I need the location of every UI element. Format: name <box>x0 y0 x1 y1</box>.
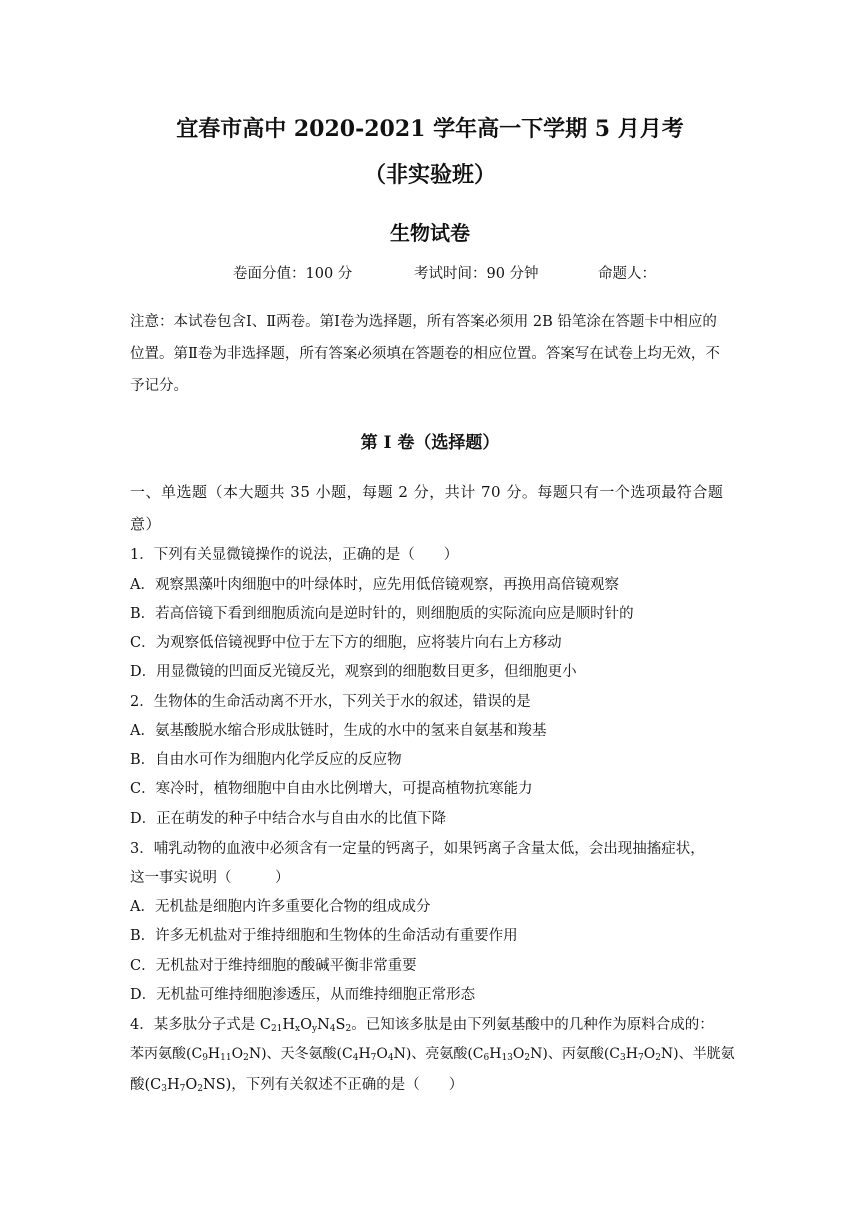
question-1-option-c: C．为观察低倍镜视野中位于左下方的细胞，应将装片向右上方移动 <box>130 635 562 651</box>
question-2-option-b: B．自由水可作为细胞内化学反应的反应物 <box>130 752 402 768</box>
question-1-option-b: B．若高倍镜下看到细胞质流向是逆时针的，则细胞质的实际流向应是顺时针的 <box>130 606 634 622</box>
subject-title: 生物试卷 <box>390 221 470 245</box>
question-4-stem-line1: 4．某多肽分子式是 $C_{21}H_xO_yN_4S_2$。已知该多肽是由下列氨基酸中的几种作为原料合成的： <box>130 1017 714 1034</box>
section-title: 第 I 卷（选择题） <box>360 433 500 453</box>
time-info: 考试时间：90 分钟 <box>414 266 539 282</box>
question-2-option-a: A．氨基酸脱水缩合形成肽链时，生成的水中的氢来自氨基和羧基 <box>130 723 547 739</box>
question-3-option-a: A．无机盐是细胞内许多重要化合物的组成成分 <box>130 899 431 915</box>
question-1-option-d: D．用显微镜的凹面反光镜反光，观察到的细胞数目更多，但细胞更小 <box>130 664 577 680</box>
exam-class-type: （非实验班） <box>363 162 496 188</box>
notice-paragraph: 注意：本试卷包含Ⅰ、Ⅱ两卷。第Ⅰ卷为选择题，所有答案必须用 2B 铅笔涂在答题卡中相应的位置。第Ⅱ卷为非选择题，所有答案必须填在答题卷的相应位置。答案写在试卷上均无效，不予记分。 <box>130 314 720 394</box>
question-3-option-b: B．许多无机盐对于维持细胞和生物体的生命活动有重要作用 <box>130 928 518 944</box>
question-2-stem: 2．生物体的生命活动离不开水，下列关于水的叙述，错误的是 <box>130 694 531 710</box>
section-instructions: 一、单选题（本大题共 35 小题，每题 2 分，共计 70 分。每题只有一个选项最符合题意） <box>130 483 724 533</box>
question-3-option-c: C．无机盐对于维持细胞的酸碱平衡非常重要 <box>130 958 417 974</box>
author-info: 命题人： <box>598 266 656 282</box>
question-4-stem-line3: 酸$(C_3H_7O_2NS)$，下列有关叙述不正确的是（ ） <box>130 1077 464 1094</box>
score-info: 卷面分值：100 分 <box>233 266 353 282</box>
exam-title: 宜春市高中 2020-2021 学年高一下学期 5 月月考 <box>176 116 684 142</box>
question-2-option-c: C．寒冷时，植物细胞中自由水比例增大，可提高植物抗寒能力 <box>130 781 533 797</box>
question-3-option-d: D．无机盐可维持细胞渗透压，从而维持细胞正常形态 <box>130 987 476 1003</box>
question-1-stem: 1．下列有关显微镜操作的说法，正确的是（ ） <box>130 547 459 563</box>
question-2-option-d: D．正在萌发的种子中结合水与自由水的比值下降 <box>130 811 447 827</box>
question-1-option-a: A．观察黑藻叶肉细胞中的叶绿体时，应先用低倍镜观察，再换用高倍镜观察 <box>130 577 619 593</box>
question-3-stem-line2: 这一事实说明（ ） <box>130 870 290 886</box>
question-4-stem-line2: 苯丙氨酸$(C_9H_{11}O_2N)$、天冬氨酸$(C_4H_7O_4N)$、亮氨酸$(C_6H_{13}O_2N)$、丙氨酸$(C_3H_7O_2N)$、半胱氨 <box>130 1046 735 1063</box>
question-3-stem-line1: 3．哺乳动物的血液中必须含有一定量的钙离子，如果钙离子含量太低，会出现抽搐症状， <box>130 841 705 857</box>
